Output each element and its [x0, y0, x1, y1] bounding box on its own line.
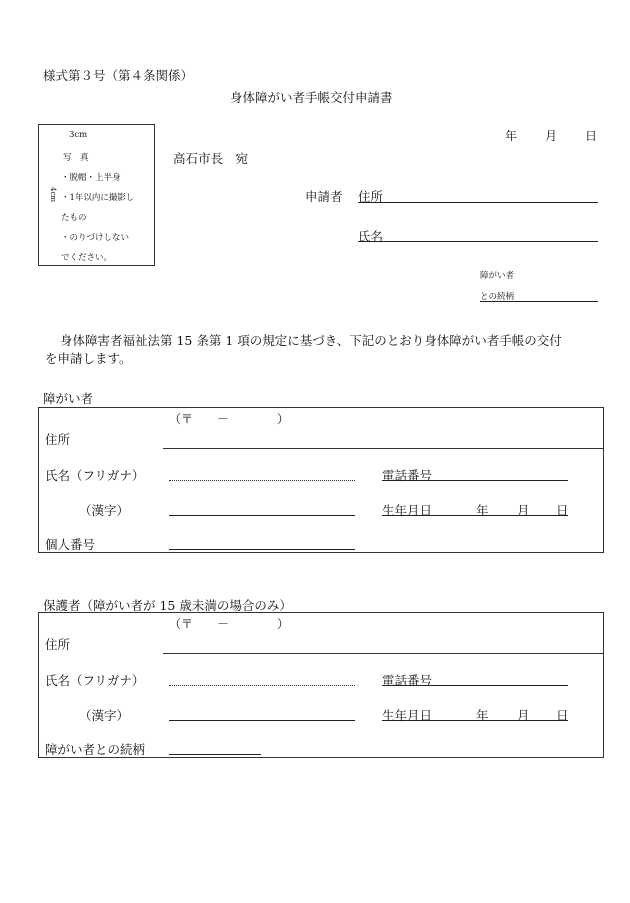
disabled-section-title: 障がい者	[43, 391, 94, 406]
form-number: 様式第３号（第４条関係）	[43, 68, 194, 83]
guardian-furigana-label: 氏名（フリガナ）	[45, 673, 145, 688]
disabled-address-line	[163, 448, 604, 449]
guardian-kanji-label: （漢字）	[79, 708, 130, 723]
disabled-phone-field[interactable]	[382, 480, 568, 481]
disabled-birth-month: 月	[517, 503, 530, 518]
photo-width-label: 3cm	[69, 130, 88, 140]
date-day-label: 日	[585, 129, 598, 143]
disabled-id-label: 個人番号	[45, 537, 96, 552]
guardian-birth-year: 年	[476, 708, 489, 723]
guardian-birth-day: 日	[556, 708, 569, 723]
applicant-address-field[interactable]	[358, 202, 598, 203]
guardian-kanji-field[interactable]	[169, 720, 355, 721]
disabled-birth-field[interactable]	[382, 515, 568, 516]
applicant-name-field[interactable]	[358, 241, 598, 242]
date-month-label: 月	[545, 129, 558, 143]
guardian-section-title: 保護者（障がい者が 15 歳未満の場合のみ）	[43, 598, 292, 613]
disabled-id-field[interactable]	[169, 549, 355, 550]
photo-heading: 写 真	[63, 153, 89, 163]
disabled-birth-label: 生年月日	[382, 503, 433, 518]
guardian-birth-month: 月	[517, 708, 530, 723]
disabled-furigana-field[interactable]	[169, 480, 355, 481]
photo-line-3: たもの	[61, 213, 87, 223]
photo-box	[38, 124, 155, 266]
date-year-label: 年	[505, 129, 518, 143]
guardian-table	[38, 612, 604, 758]
guardian-address-label: 住所	[45, 637, 71, 652]
applicant-relation-field[interactable]	[480, 301, 598, 302]
disabled-person-table	[38, 407, 604, 553]
guardian-birth-field[interactable]	[382, 720, 568, 721]
photo-line-2: ・1年以内に撮影し	[61, 193, 135, 203]
guardian-address-line	[163, 653, 604, 654]
guardian-furigana-field[interactable]	[169, 685, 355, 686]
guardian-phone-field[interactable]	[382, 685, 568, 686]
photo-height-label: 4cm	[49, 187, 57, 203]
disabled-postal-code[interactable]: （〒 － ）	[169, 412, 290, 426]
applicant-label: 申請者	[305, 189, 343, 204]
statement-line-2: を申請します。	[45, 351, 132, 366]
form-title: 身体障がい者手帳交付申請書	[230, 90, 393, 105]
photo-line-4: ・のりづけしない	[61, 233, 130, 243]
statement-line-1: 身体障害者福祉法第 15 条第 1 項の規定に基づき、下記のとおり身体障がい者手帳の交付	[60, 333, 562, 348]
applicant-address-label: 住所	[358, 189, 384, 204]
disabled-birth-day: 日	[556, 503, 569, 518]
guardian-phone-label: 電話番号	[382, 673, 433, 688]
disabled-birth-year: 年	[476, 503, 489, 518]
guardian-birth-label: 生年月日	[382, 708, 433, 723]
disabled-address-label: 住所	[45, 432, 71, 447]
relation-label-1: 障がい者	[480, 271, 515, 281]
photo-line-1: ・脱帽・上半身	[61, 173, 121, 183]
disabled-furigana-label: 氏名（フリガナ）	[45, 468, 145, 483]
guardian-postal-code[interactable]: （〒 － ）	[169, 617, 290, 631]
guardian-relation-label: 障がい者との続柄	[45, 742, 146, 757]
disabled-kanji-label: （漢字）	[79, 503, 130, 518]
addressee: 高石市長 宛	[173, 151, 249, 166]
disabled-kanji-field[interactable]	[169, 515, 355, 516]
relation-label-2: との続柄	[480, 292, 515, 302]
applicant-name-label: 氏名	[358, 229, 384, 244]
disabled-phone-label: 電話番号	[382, 468, 433, 483]
guardian-relation-field[interactable]	[169, 754, 261, 755]
photo-line-5: でください。	[61, 253, 113, 263]
